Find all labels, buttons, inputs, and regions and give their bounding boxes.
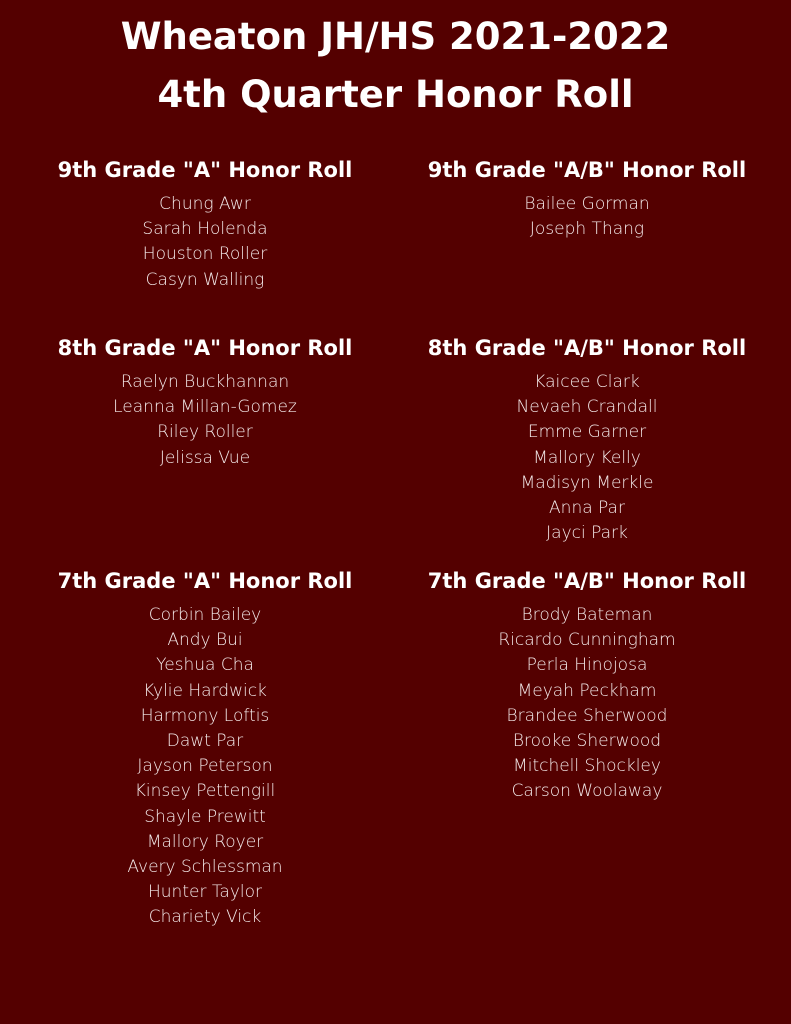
page-title-line-2: 4th Quarter Honor Roll <box>157 73 634 116</box>
honor-roll-name: Perla Hinojosa <box>526 655 648 676</box>
honor-roll-name: Ricardo Cunningham <box>498 630 676 651</box>
name-list <box>397 603 777 805</box>
page-title-line-1: Wheaton JH/HS 2021-2022 <box>120 15 671 58</box>
honor-roll-name: Riley Roller <box>157 422 253 443</box>
honor-roll-name: Shayle Prewitt <box>144 806 266 827</box>
honor-roll-name: Dawt Par <box>166 730 244 751</box>
honor-roll-name: Brody Bateman <box>521 605 653 625</box>
section-heading: 8th Grade "A/B" Honor Roll <box>427 336 747 360</box>
honor-roll-name: Raelyn Buckhannan <box>120 372 290 392</box>
honor-roll-name: Madisyn Merkle <box>520 472 654 493</box>
section-7th-grade-ab <box>397 569 777 805</box>
honor-roll-name: Brooke Sherwood <box>512 730 662 751</box>
honor-roll-name: Andy Bui <box>167 630 243 651</box>
honor-roll-name: Casyn Walling <box>145 269 265 290</box>
name-list <box>15 603 395 930</box>
honor-roll-name: Kaicee Clark <box>534 372 640 392</box>
section-heading: 7th Grade "A" Honor Roll <box>57 569 353 593</box>
honor-roll-name: Jayci Park <box>546 523 628 544</box>
name-list <box>397 370 777 546</box>
honor-roll-name: Jayson Peterson <box>137 756 273 777</box>
honor-roll-name: Houston Roller <box>142 244 268 265</box>
section-9th-grade-ab <box>397 158 777 242</box>
name-list <box>15 192 395 293</box>
honor-roll-name: Mitchell Shockley <box>513 756 661 777</box>
honor-roll-name: Hunter Taylor <box>147 882 262 903</box>
honor-roll-name: Kinsey Pettengill <box>134 781 276 802</box>
honor-roll-name: Chung Awr <box>159 194 251 214</box>
honor-roll-name: Jelissa Vue <box>159 447 251 468</box>
honor-roll-name: Chariety Vick <box>148 907 262 928</box>
honor-roll-name: Yeshua Cha <box>156 655 254 676</box>
honor-roll-name: Sarah Holenda <box>142 219 268 240</box>
honor-roll-name: Avery Schlessman <box>127 856 283 877</box>
honor-roll-name: Kylie Hardwick <box>143 680 267 701</box>
honor-roll-name: Nevaeh Crandall <box>516 397 658 418</box>
honor-roll-name: Mallory Kelly <box>533 447 641 468</box>
section-7th-grade-a <box>15 569 395 930</box>
honor-roll-name: Meyah Peckham <box>517 680 657 701</box>
honor-roll-name: Harmony Loftis <box>140 705 270 726</box>
honor-roll-name: Joseph Thang <box>529 219 645 240</box>
honor-roll-name: Corbin Bailey <box>148 605 262 625</box>
section-heading: 9th Grade "A" Honor Roll <box>57 158 353 182</box>
name-list <box>397 192 777 242</box>
section-9th-grade-a <box>15 158 395 293</box>
honor-roll-name: Emme Garner <box>527 422 647 443</box>
section-8th-grade-a <box>15 336 395 471</box>
honor-roll-name: Bailee Gorman <box>524 194 650 214</box>
honor-roll-name: Carson Woolaway <box>511 781 663 802</box>
honor-roll-name: Anna Par <box>549 497 625 518</box>
section-8th-grade-ab <box>397 336 777 546</box>
honor-roll-name: Brandee Sherwood <box>506 705 668 726</box>
name-list <box>15 370 395 471</box>
section-heading: 9th Grade "A/B" Honor Roll <box>427 158 747 182</box>
honor-roll-name: Mallory Royer <box>146 831 264 852</box>
section-heading: 7th Grade "A/B" Honor Roll <box>427 569 747 593</box>
section-heading: 8th Grade "A" Honor Roll <box>57 336 353 360</box>
honor-roll-name: Leanna Millan-Gomez <box>113 397 297 418</box>
